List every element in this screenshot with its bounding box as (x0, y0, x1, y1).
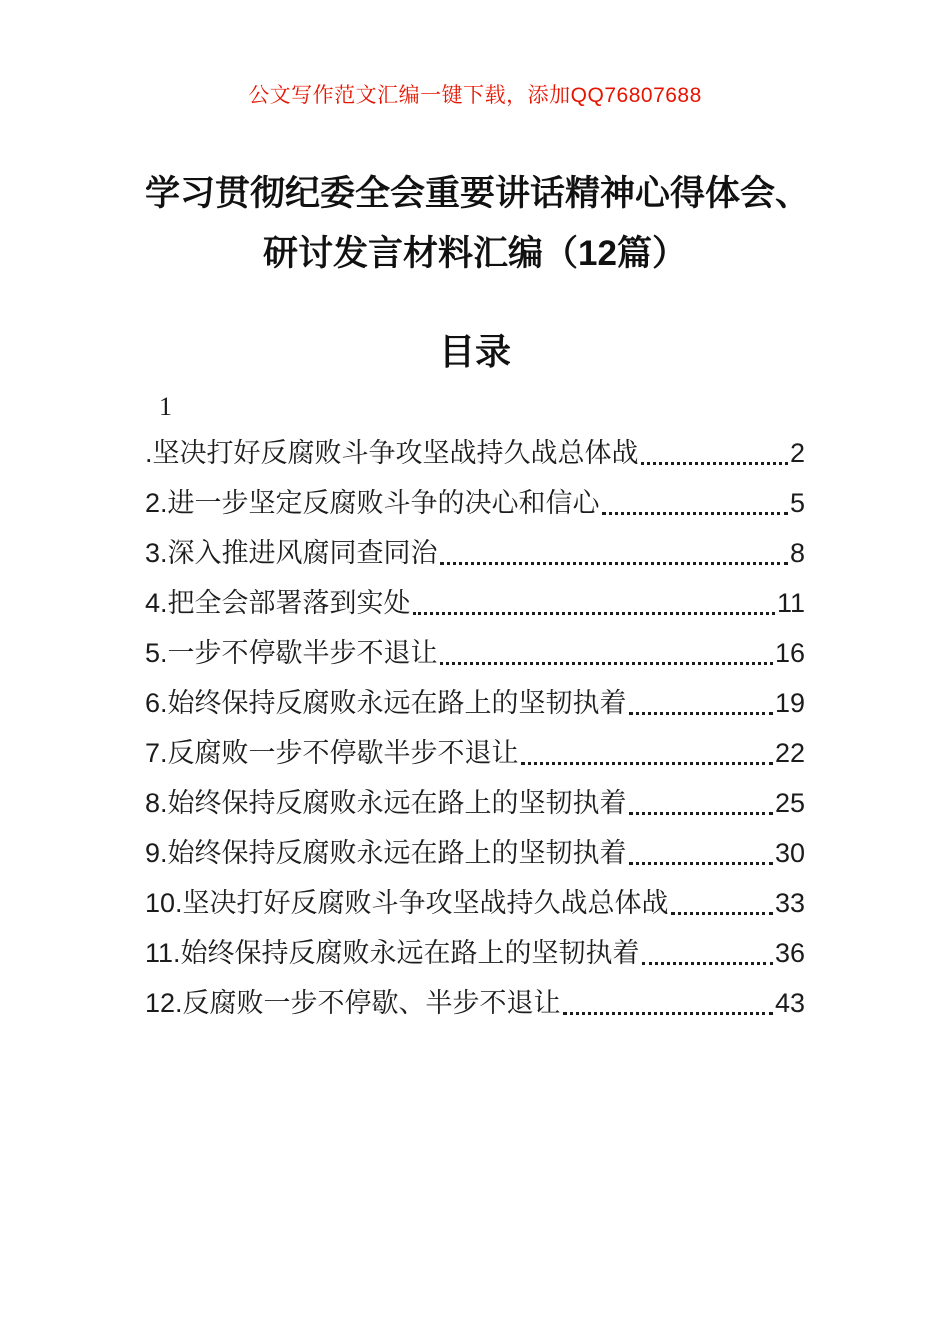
toc-entry[interactable] (145, 578, 805, 628)
toc-entry-page: 30 (774, 838, 805, 868)
toc-entry-page: 43 (774, 988, 805, 1018)
toc-entry-page: 22 (774, 738, 805, 768)
toc-entry-page: 33 (774, 888, 805, 918)
toc-leader-dots (642, 962, 773, 965)
toc-entry[interactable] (145, 728, 805, 778)
toc-entry[interactable] (145, 778, 805, 828)
toc-entry[interactable] (145, 978, 805, 1028)
toc-leader-dots (629, 712, 773, 715)
toc-entry[interactable] (145, 528, 805, 578)
toc-leader-dots (641, 462, 788, 465)
toc-heading: 目录 (438, 331, 511, 372)
toc-entry-page: 2 (789, 438, 805, 468)
toc-entry-label: 6.始终保持反腐败永远在路上的坚韧执着 (145, 688, 627, 718)
toc-entry-page: 25 (774, 788, 805, 818)
toc-entry-page: 11 (776, 588, 805, 618)
toc-leader-dots (629, 812, 773, 815)
document-title-line1: 学习贯彻纪委全会重要讲话精神心得体会、 (145, 174, 811, 213)
toc-entry[interactable] (145, 478, 805, 528)
toc-leader-dots (521, 762, 773, 765)
toc-list (145, 428, 805, 1028)
toc-entry-label: .坚决打好反腐败斗争攻坚战持久战总体战 (145, 438, 639, 468)
toc-entry-label: 8.始终保持反腐败永远在路上的坚韧执着 (145, 788, 627, 818)
toc-entry[interactable] (145, 828, 805, 878)
toc-leader-dots (602, 512, 788, 515)
toc-entry-label: 5.一步不停歇半步不退让 (145, 638, 438, 668)
toc-entry-page: 19 (774, 688, 805, 718)
document-title-line2: 研讨发言材料汇编（12篇） (263, 234, 687, 273)
toc-leader-dots (629, 862, 773, 865)
toc-entry-page: 8 (789, 538, 805, 568)
document-title (145, 164, 811, 284)
toc-entry-label: 11.始终保持反腐败永远在路上的坚韧执着 (145, 938, 640, 968)
toc-entry-label: 3.深入推进风腐同查同治 (145, 538, 438, 568)
toc-leader-dots (440, 562, 788, 565)
toc-entry-page: 16 (774, 638, 805, 668)
toc-leader-dots (440, 662, 773, 665)
toc-entry-label: 9.始终保持反腐败永远在路上的坚韧执着 (145, 838, 627, 868)
toc-orphan-number: 1 (159, 392, 172, 421)
promo-banner-text: 公文写作范文汇编一键下载，添加QQ76807688 (248, 84, 702, 107)
toc-entry[interactable] (145, 928, 805, 978)
toc-entry-label: 7.反腐败一步不停歇半步不退让 (145, 738, 519, 768)
toc-entry-page: 36 (774, 938, 805, 968)
toc-entry-page: 5 (789, 488, 805, 518)
toc-entry[interactable] (145, 628, 805, 678)
toc-entry[interactable] (145, 878, 805, 928)
toc-entry-label: 2.进一步坚定反腐败斗争的决心和信心 (145, 488, 600, 518)
toc-entry-label: 12.反腐败一步不停歇、半步不退让 (145, 988, 561, 1018)
toc-entry-label: 4.把全会部署落到实处 (145, 588, 411, 618)
toc-entry[interactable] (145, 678, 805, 728)
toc-leader-dots (671, 912, 773, 915)
toc-entry[interactable] (145, 428, 805, 478)
toc-leader-dots (563, 1012, 773, 1015)
toc-leader-dots (413, 612, 775, 615)
toc-entry-label: 10.坚决打好反腐败斗争攻坚战持久战总体战 (145, 888, 669, 918)
